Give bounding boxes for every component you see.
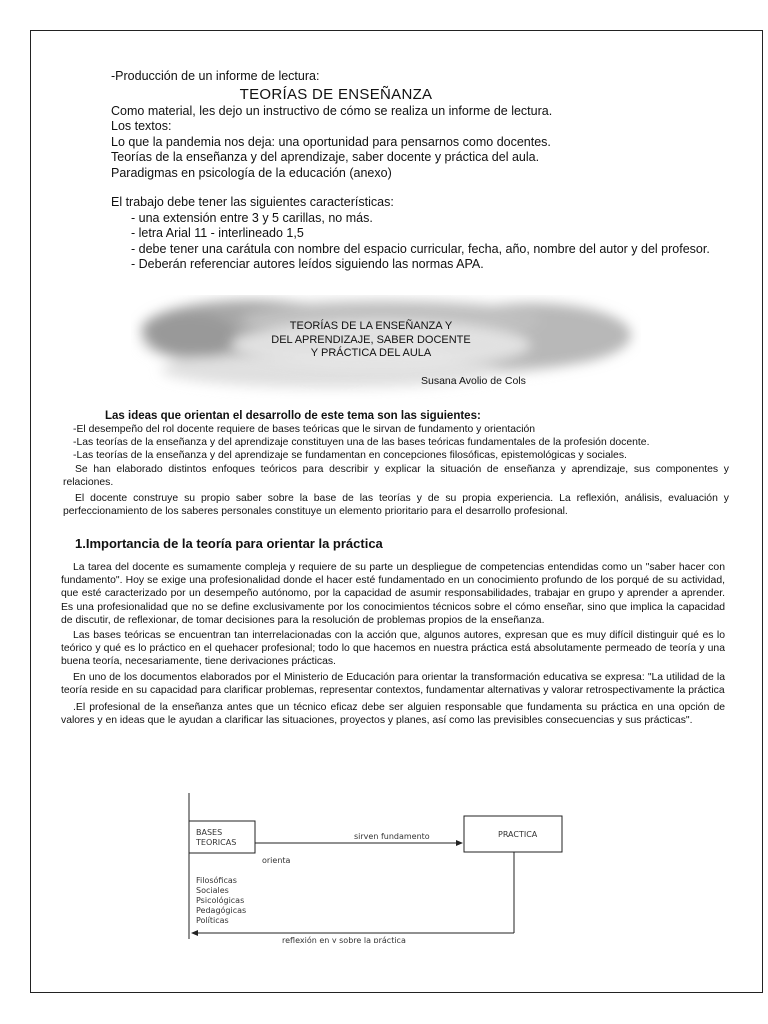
ideas-block [63,409,729,518]
banner-author: Susana Avolio de Cols [421,375,526,387]
requirement-4: - Deberán referenciar autores leídos siguiendo las normas APA. [131,257,484,271]
intro-produccion: -Producción de un informe de lectura: [111,69,320,83]
arrow-top-label: sirven fundamento [354,832,430,841]
banner-title-line-1: TEORÍAS DE LA ENSEÑANZA Y [289,320,453,332]
list-item-4: Pedagógicas [196,906,247,915]
text-item-1: Lo que la pandemia nos deja: una oportunidad para pensarnos como docentes. [111,134,551,149]
section-paragraph-3: En uno de los documentos elaborados por el Ministerio de Educación para orientar la transformación educativa se expresa: "La utilidad de la teoría reside en su capacidad para clarificar problemas, representar contextos, fundamentar alternativas y valorar retrospectivamente la práctica [61,671,725,696]
section-paragraph-2: Las bases teóricas se encuentran tan interrelacionadas con la acción que, algunos autores, expresan que es muy difícil distinguir qué es lo teórico y qué es lo práctico en el quehacer profesional; todo lo que hacemos en nuestra práctica está absolutamente permeado de teoría y una buena teoría, necesariamente, tiene derivaciones prácticas. [61,630,725,668]
idea-item-1: -El desempeño del rol docente requiere de bases teóricas que le sirvan de fundamento y orientación [73,424,536,435]
intro-textos: Los textos: [111,119,172,133]
section-heading: 1.Importancia de la teoría para orientar la práctica [75,536,383,551]
idea-item-3: -Las teorías de la enseñanza y del aprendizaje se fundamentan en concepciones filosóficas, epistemológicas y sociales. [73,450,627,462]
title-banner [131,295,641,399]
requirement-1: - una extensión entre 3 y 5 carillas, no más. [131,210,373,225]
arrow-bottom-label: reflexión en y sobre la práctica [282,936,406,943]
section-body [61,561,725,729]
box-bases-teoricas [189,821,255,853]
text-item-2: Teorías de la enseñanza y del aprendizaje, saber docente y práctica del aula. [111,150,540,164]
list-item-3: Psicológicas [196,896,245,905]
idea-item-2: -Las teorías de la enseñanza y del aprendizaje constituyen una de las bases teóricas fundamentales de la profesión docente. [73,437,650,449]
box-bases-label-2: TEORICAS [196,838,237,847]
requirement-2: - letra Arial 11 - interlineado 1,5 [131,226,304,240]
document-page [30,30,763,993]
section-paragraph-4: .El profesional de la enseñanza antes que un técnico eficaz debe ser alguien responsable que fundamenta su práctica en una opción de valores y en ideas que le ayudan a clarificar las situaciones, proyectos y planes, así como las previsibles consecuencias y sus prácticas". [61,702,725,727]
intro-block [111,69,711,273]
list-item-5: Políticas [196,916,229,925]
ideas-heading: Las ideas que orientan el desarrollo de este tema son las siguientes: [105,410,481,422]
banner-title-line-3: Y PRÁCTICA DEL AULA [310,347,432,359]
list-item-2: Sociales [196,886,229,895]
box-bases-label-1: BASES [196,828,223,837]
intro-material: Como material, les dejo un instructivo de cómo se realiza un informe de lectura. [111,103,553,118]
banner-title [231,320,511,361]
banner-title-line-2: DEL APRENDIZAJE, SABER DOCENTE [271,333,471,346]
section-paragraph-1: La tarea del docente es sumamente compleja y requiere de su parte un despliegue de competencias entendidas como un "saber hacer con fundamento". Hoy se exige una profesionalidad donde el hacer esté fundamentado en un conocimiento profundo de los porqué de su actividad, que esté caracterizado por un desempeño autónomo, por la capacidad de asumir responsabilidades, trabajar en grupo y aprender a aprender. Es una profesionalidad que no se define exclusivamente por los conocimientos técnicos sobre el cómo enseñar, sino que implica la capacidad de discutir, de reflexionar, de tomar decisiones para la resolución de problemas propios de la enseñanza. [61,562,725,626]
page-title: TEORÍAS DE ENSEÑANZA [239,85,433,103]
intro-trabajo: El trabajo debe tener las siguientes características: [111,195,394,209]
list-item-1: Filosóficas [196,876,237,885]
label-orienta: orienta [262,856,291,865]
requirements-list [111,211,711,273]
box-practica-label: PRACTICA [498,830,538,839]
requirement-3: - debe tener una carátula con nombre del espacio curricular, fecha, año, nombre del autor y del profesor. [131,241,710,256]
text-item-3: Paradigmas en psicología de la educación (anexo) [111,165,392,180]
theory-practice-diagram [186,791,586,943]
idea-paragraph-2: El docente construye su propio saber sobre la base de las teorías y de su propia experiencia. La reflexión, análisis, evaluación y perfeccionamiento de los saberes personales constituye un elemento prioritario para el desarrollo profesional. [63,493,729,518]
idea-paragraph-1: Se han elaborado distintos enfoques teóricos para describir y explicar la situación de enseñanza y aprendizaje, sus componentes y relaciones. [63,463,729,488]
